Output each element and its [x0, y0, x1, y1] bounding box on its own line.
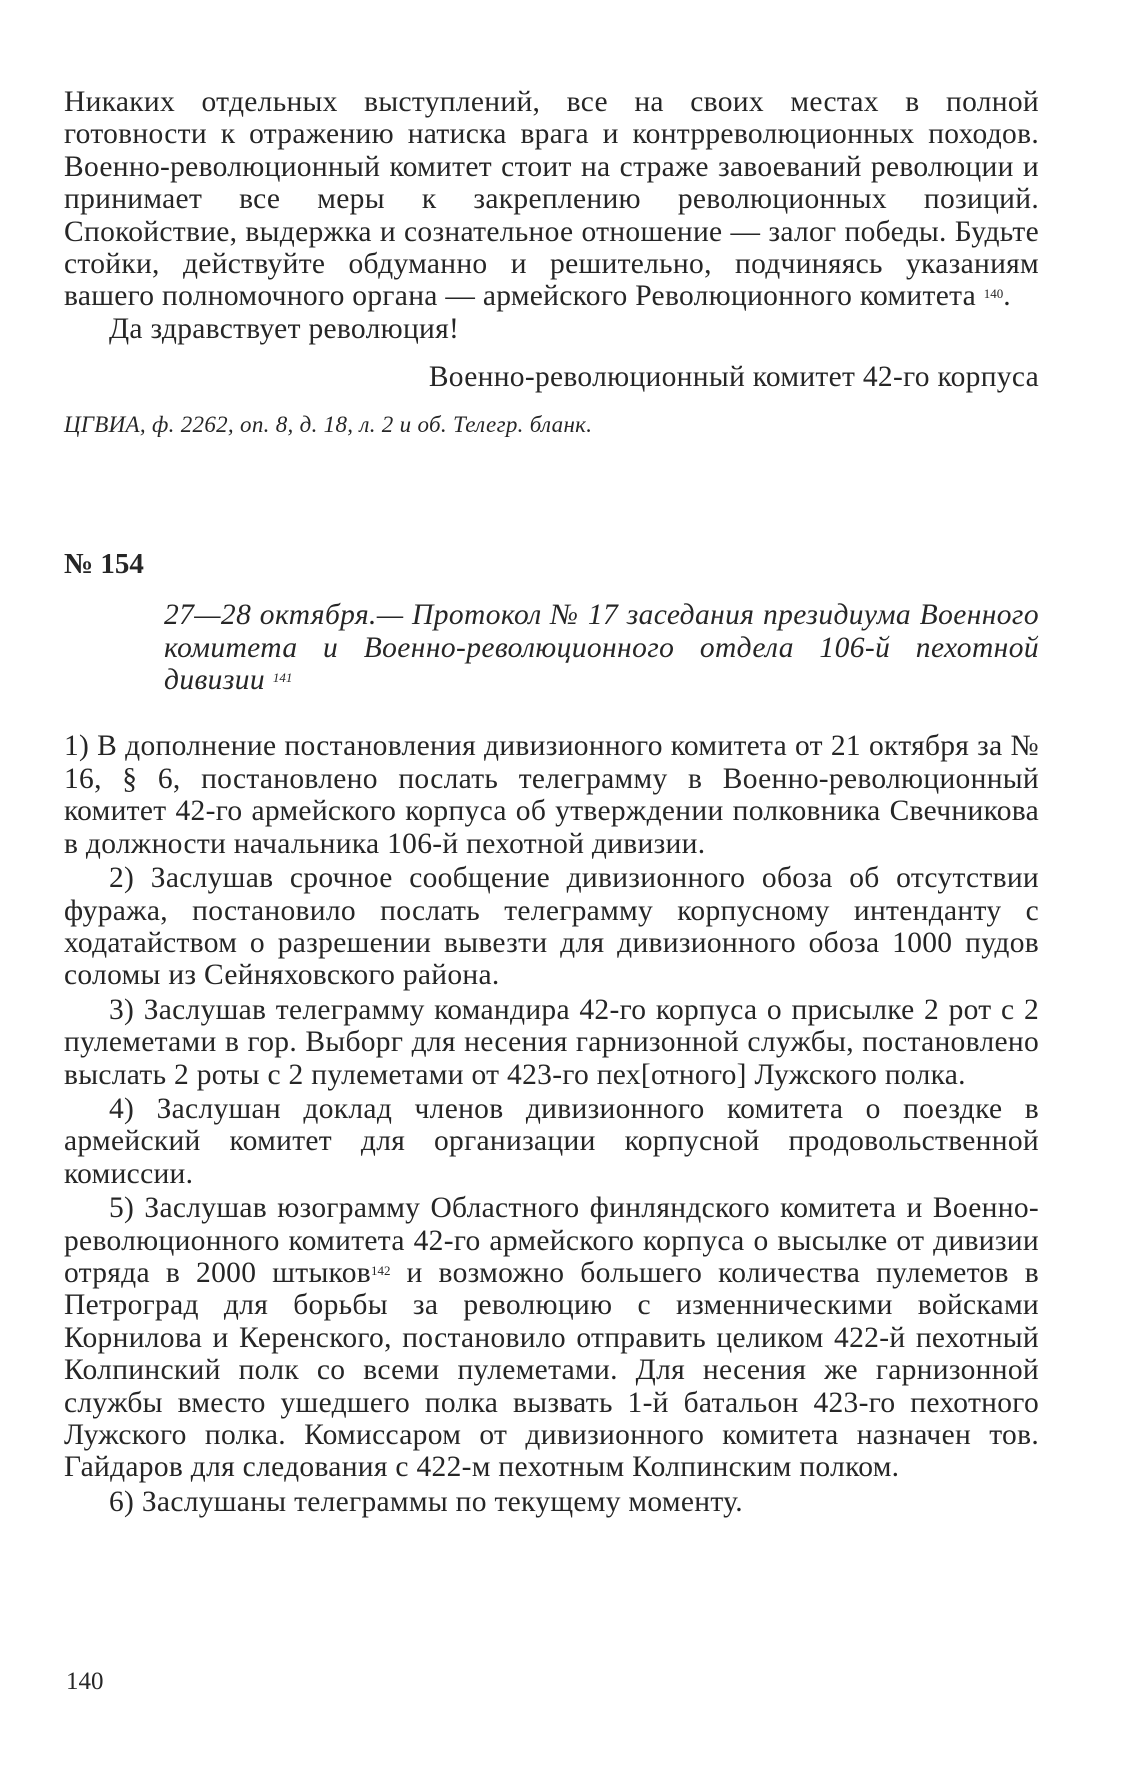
- footnote-ref-140[interactable]: 140: [983, 286, 1004, 302]
- page-content: [64, 86, 1039, 1520]
- document-number: № 154: [64, 548, 144, 581]
- intro-paragraph-end: .: [1003, 280, 1011, 313]
- signature: Военно-революционный комитет 42-го корпуса: [428, 361, 1039, 394]
- intro-paragraph: [64, 86, 1039, 313]
- protocol-item-5-end: и возможно большего количества пулеметов в Петроград для борьбы за революцию с изменническими войсками Корнилова и Керенского, постановило отправить целиком 422-й пехотный Колпинский полк со всеми пулеметами. Для несения же гарнизонной службы вместо ушедшего полка вызвать 1-й батальон 423-го пехотного Лужского полка. Комиссаром от дивизионного комитета назначен тов. Гайдаров для следования с 422-м пехотным Колпинским полком.: [64, 1256, 1040, 1484]
- protocol-item-3: 3) Заслушав телеграмму командира 42-го корпуса о присылке 2 рот с 2 пулеметами в гор. Выборг для несения гарнизонной службы, постановлено выслать 2 роты с 2 пулеметами от 423-го пех[отного] Лужского полка.: [64, 993, 1039, 1091]
- footnote-ref-141[interactable]: 141: [272, 670, 293, 686]
- protocol-item-2: 2) Заслушав срочное сообщение дивизионного обоза об отсутствии фуража, постановило послать телеграмму корпусному интенданту с ходатайством о разрешении вывезти для дивизионного обоза 1000 пудов соломы из Сейняховского района.: [64, 862, 1039, 992]
- intro-paragraph-text: Никаких отдельных выступлений, все на своих местах в полной готовности к отражению натиска врага и контрреволюционных походов. Военно-революционный комитет стоит на страже завоеваний революции и принимает все меры к закреплению революционных позиций. Спокойствие, выдержка и сознательное отношение — залог победы. Будьте стойки, действуйте обдуманно и решительно, подчиняясь указаниям вашего полномочного органа — армейского Революционного комитета: [64, 86, 1039, 313]
- protocol-items: [64, 730, 1039, 1518]
- document-title-text: 27—28 октября.— Протокол № 17 заседания президиума Военного комитета и Военно-революционного отдела 106-й пехотной дивизии: [164, 599, 1039, 697]
- footnote-ref-142[interactable]: 142: [370, 1262, 391, 1278]
- page-number: 140: [66, 1668, 104, 1695]
- protocol-item-5-start: 5) Заслушав юзограмму Областного финляндского комитета и Военно-революционного комитета 42-го армейского корпуса о высылке от дивизии отряда в 2000 штыков: [64, 1192, 1039, 1289]
- protocol-item-5: [64, 1192, 1039, 1484]
- protocol-item-6: 6) Заслушаны телеграммы по текущему моменту.: [109, 1485, 743, 1518]
- slogan: Да здравствует революция!: [109, 312, 460, 345]
- document-title: [164, 599, 1039, 696]
- archive-source: ЦГВИА, ф. 2262, оп. 8, д. 18, л. 2 и об. Телегр. бланк.: [64, 412, 593, 438]
- protocol-item-1: 1) В дополнение постановления дивизионного комитета от 21 октября за № 16, § 6, постановлено послать телеграмму в Военно-революционный комитет 42-го армейского корпуса об утверждении полковника Свечникова в должности начальника 106-й пехотной дивизии.: [64, 730, 1039, 860]
- protocol-item-4: 4) Заслушан доклад членов дивизионного комитета о поездке в армейский комитет для организации корпусной продовольственной комиссии.: [64, 1092, 1039, 1190]
